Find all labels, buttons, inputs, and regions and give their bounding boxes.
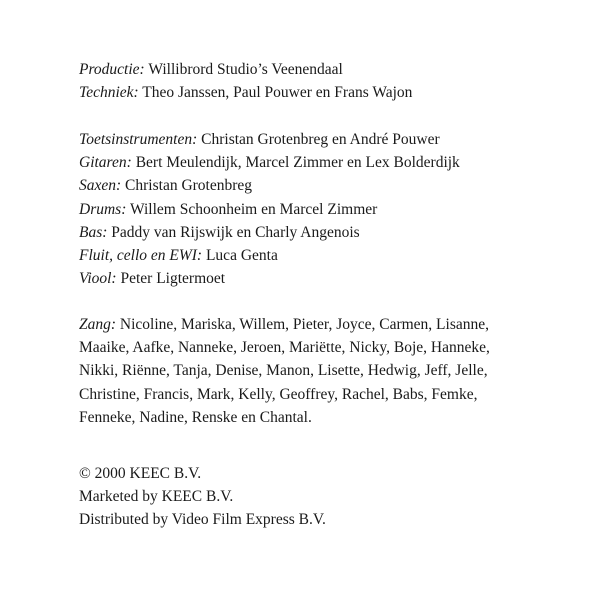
credit-label: Saxen: [79,177,122,195]
vocal-line: Christine, Francis, Mark, Kelly, Geoffrey, Rachel, Babs, Femke, [79,385,478,403]
credit-line-saxen [79,174,579,197]
credit-value: Paddy van Rijswijk en Charly Angenois [111,223,360,241]
credit-label: Viool: [79,270,117,288]
credit-value: Peter Ligtermoet [120,270,226,288]
credit-label: Fluit, cello en EWI: [79,247,203,265]
credit-label: Gitaren: [79,154,132,172]
distributed-by-line: Distributed by Video Film Express B.V. [79,511,326,529]
credit-label: Zang: [79,316,117,333]
credit-line-bas [79,221,579,244]
vocal-credits [79,313,579,429]
credit-value: Christan Grotenbreg en André Pouwer [201,131,440,148]
credit-label: Toetsinstrumenten: [79,131,198,148]
credit-value: Nicoline, Mariska, Willem, Pieter, Joyce, Carmen, Lisanne, [119,316,490,333]
credit-label: Productie: [79,61,145,78]
copyright-block [79,462,579,532]
credit-value: Willibrord Studio’s Veenendaal [148,61,343,78]
production-credits [79,58,579,104]
credit-line-drums [79,198,579,221]
credit-value: Christan Grotenbreg [125,177,253,195]
marketed-by-line: Marketed by KEEC B.V. [79,488,234,506]
vocal-line: Fenneke, Nadine, Renske en Chantal. [79,408,312,426]
credit-line-toetsinstrumenten [79,128,579,151]
instrument-credits [79,128,579,290]
credit-value: Bert Meulendijk, Marcel Zimmer en Lex Bolderdijk [135,154,460,172]
vocal-line: Maaike, Aafke, Nanneke, Jeroen, Mariëtte, Nicky, Boje, Hanneke, [79,339,490,357]
credit-value: Luca Genta [205,247,278,265]
credit-value: Willem Schoonheim en Marcel Zimmer [129,200,378,218]
credit-line-fluit [79,244,579,267]
credit-label: Drums: [79,200,127,218]
copyright-line: © 2000 KEEC B.V. [79,465,202,482]
credit-line-productie [79,58,579,81]
credit-label: Bas: [79,223,108,241]
credit-value: Theo Janssen, Paul Pouwer en Frans Wajon [142,84,413,102]
credit-line-gitaren [79,151,579,174]
vocal-line [79,313,579,336]
credit-label: Techniek: [79,84,139,102]
vocal-line: Nikki, Riënne, Tanja, Denise, Manon, Lisette, Hedwig, Jeff, Jelle, [79,362,488,380]
credit-line-techniek [79,81,579,104]
credit-line-viool [79,267,579,290]
